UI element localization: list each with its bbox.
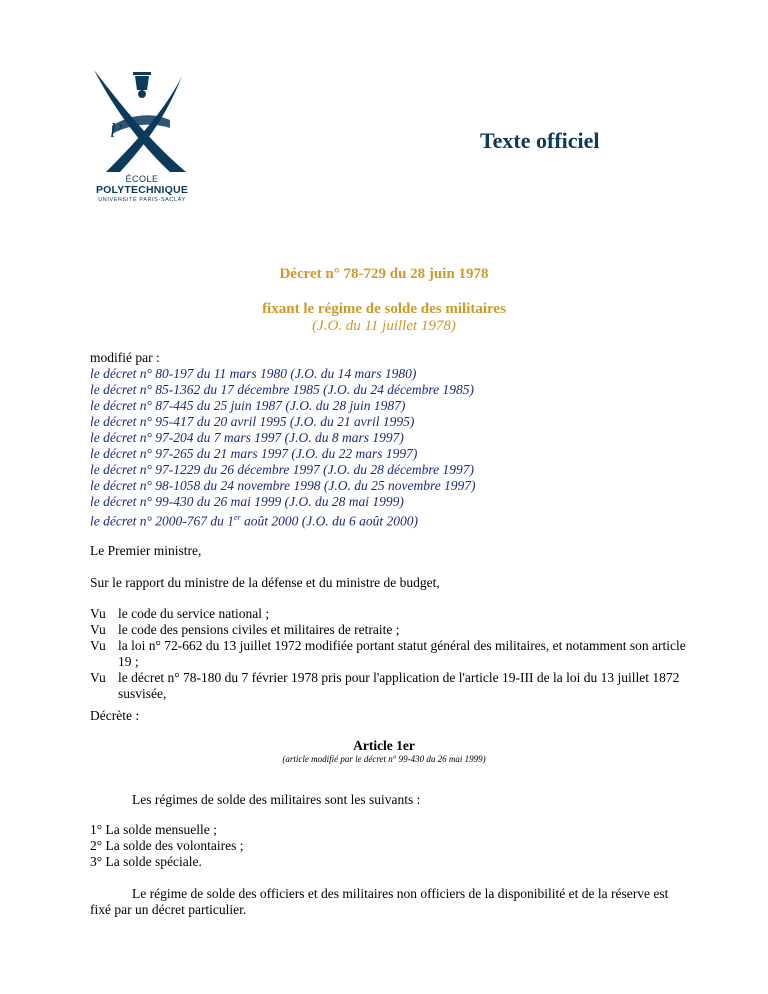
modifications-intro: modifié par : xyxy=(90,350,160,365)
list-item: le décret n° 85-1362 du 17 décembre 1985 (J.O. du 24 décembre 1985) xyxy=(90,382,475,397)
article-intro: Les régimes de solde des militaires sont les suivants : xyxy=(132,792,421,807)
vu-text: le code du service national ; xyxy=(118,606,270,621)
vu-list xyxy=(90,606,690,702)
decree-title: Décret n° 78-729 du 28 juin 1978 xyxy=(279,266,489,282)
amendment-list xyxy=(90,366,690,530)
decrete-line: Décrète : xyxy=(90,708,140,723)
logo-universite: UNIVERSITÉ PARIS-SACLAY xyxy=(98,197,186,203)
list-item: 3° La solde spéciale. xyxy=(90,854,202,869)
list-item: 2° La solde des volontaires ; xyxy=(90,838,244,853)
amendment-last-sup: er xyxy=(234,513,241,522)
list-item: le décret n° 97-265 du 21 mars 1997 (J.O. du 22 mars 1997) xyxy=(90,446,418,461)
decree-subtitle: fixant le régime de solde des militaires xyxy=(262,301,506,317)
vu-label: Vu xyxy=(90,638,106,653)
list-item xyxy=(90,510,690,530)
vu-label: Vu xyxy=(90,622,106,637)
list-item: le décret n° 97-204 du 7 mars 1997 (J.O. du 8 mars 1997) xyxy=(90,430,404,445)
list-item: le décret n° 98-1058 du 24 novembre 1998 (J.O. du 25 novembre 1997) xyxy=(90,478,476,493)
logo-letter: l’ xyxy=(110,120,123,142)
list-item: le décret n° 99-430 du 26 mai 1999 (J.O. du 28 mai 1999) xyxy=(90,494,404,509)
list-item: le décret n° 87-445 du 25 juin 1987 (J.O. du 28 juin 1987) xyxy=(90,398,406,413)
list-item xyxy=(90,606,690,622)
amendment-last-after: août 2000 (J.O. du 6 août 2000) xyxy=(240,513,419,529)
vu-label: Vu xyxy=(90,670,106,685)
list-item: le décret n° 95-417 du 20 avril 1995 (J.O. du 21 avril 1995) xyxy=(90,414,415,429)
logo-polytechnique: POLYTECHNIQUE xyxy=(95,184,189,196)
vu-text: le code des pensions civiles et militaires de retraite ; xyxy=(118,622,400,637)
rapport-line: Sur le rapport du ministre de la défense et du ministre de budget, xyxy=(90,575,440,590)
list-item xyxy=(90,670,690,702)
article-title: Article 1er xyxy=(353,738,415,753)
solde-list xyxy=(90,822,244,870)
list-item: le décret n° 97-1229 du 26 décembre 1997 (J.O. du 28 décembre 1997) xyxy=(90,462,475,477)
list-item xyxy=(90,622,690,638)
premier-ministre-line: Le Premier ministre, xyxy=(90,543,202,558)
logo-ecole: ÉCOLE xyxy=(125,174,159,184)
article-closing: Le régime de solde des officiers et des militaires non officiers de la disponibilité et de la réserve est fixé par un décret particulier. xyxy=(90,886,669,917)
list-item: 1° La solde mensuelle ; xyxy=(90,822,217,837)
vu-label: Vu xyxy=(90,606,106,621)
article-note: (article modifié par le décret n° 99-430 du 26 mai 1999) xyxy=(282,754,486,764)
amendment-last-before: le décret n° 2000-767 du 1 xyxy=(90,513,234,529)
list-item xyxy=(90,638,690,670)
vu-text: le décret n° 78-180 du 7 février 1978 pris pour l'application de l'article 19-III de la loi du 13 juillet 1872 susvisée, xyxy=(118,670,680,701)
page-title: Texte officiel xyxy=(480,128,600,153)
list-item: le décret n° 80-197 du 11 mars 1980 (J.O. du 14 mars 1980) xyxy=(90,366,417,381)
vu-text: la loi n° 72-662 du 13 juillet 1972 modifiée portant statut général des militaires, et notamment son article 19 ; xyxy=(118,638,686,669)
ecole-polytechnique-logo xyxy=(86,68,198,208)
decree-jo-date: (J.O. du 11 juillet 1978) xyxy=(312,318,456,334)
